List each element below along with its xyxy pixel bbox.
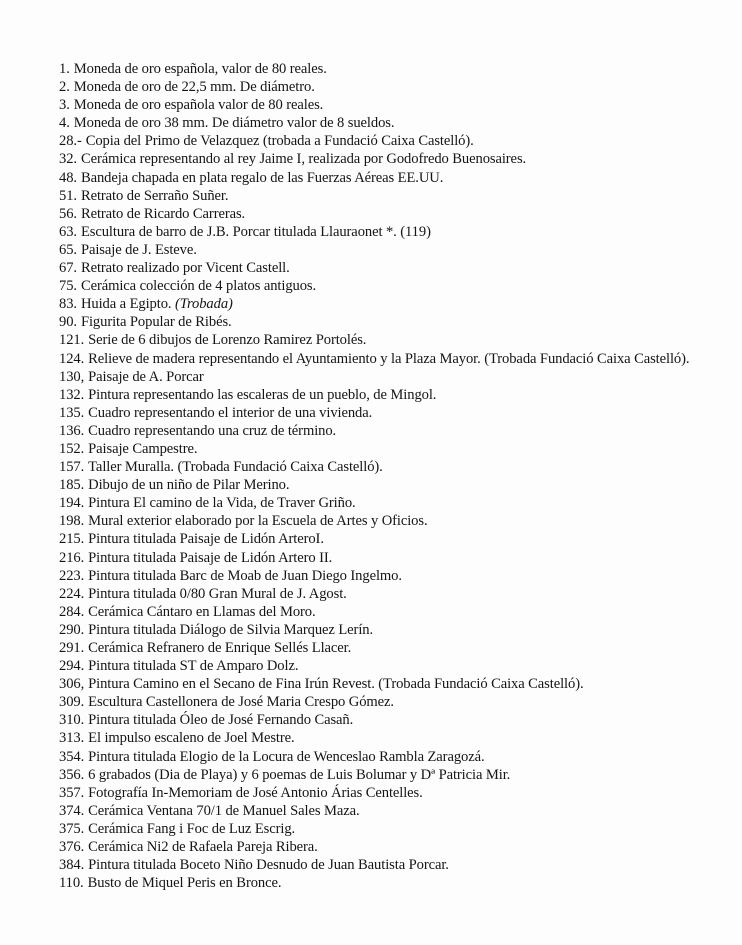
item-description: Pintura titulada Barc de Moab de Juan Diego Ingelmo.	[88, 567, 402, 584]
item-description: Serie de 6 dibujos de Lorenzo Ramirez Portolés.	[88, 332, 367, 349]
item-description: Pintura titulada Diálogo de Silvia Marquez Lerín.	[88, 621, 374, 638]
item-number: 2.	[59, 79, 70, 96]
item-description: Taller Muralla. (Trobada Fundació Caixa Castelló).	[88, 459, 383, 476]
item-description: Bandeja chapada en plata regalo de las Fuerzas Aéreas EE.UU.	[80, 169, 444, 186]
item-number: 75.	[59, 278, 77, 295]
item-description: Pintura titulada 0/80 Gran Mural de J. Agost.	[88, 585, 347, 602]
item-number: 110.	[59, 875, 84, 892]
item-description: Moneda de oro española, valor de 80 reales.	[73, 61, 327, 77]
list-item	[59, 350, 699, 368]
list-item	[59, 802, 699, 820]
list-item	[59, 223, 699, 241]
item-description: Paisaje Campestre.	[88, 440, 198, 457]
list-item	[59, 386, 699, 404]
item-number: 48.	[59, 169, 77, 186]
item-description: Cuadro representando el interior de una vivienda.	[88, 404, 373, 421]
item-number: 357.	[59, 784, 85, 801]
list-item	[59, 766, 699, 784]
item-description: Cerámica Ni2 de Rafaela Pareja Ribera.	[88, 839, 318, 856]
item-description: Paisaje de A. Porcar	[88, 368, 204, 385]
list-item	[59, 404, 699, 422]
list-item	[59, 205, 699, 223]
item-note: (Trobada)	[175, 296, 233, 313]
list-item	[59, 585, 699, 603]
list-item	[59, 693, 699, 711]
list-item	[59, 331, 699, 349]
item-description: Mural exterior elaborado por la Escuela de Artes y Oficios.	[88, 513, 428, 530]
list-item	[59, 169, 699, 187]
list-item	[59, 657, 699, 675]
item-description: Retrato realizado por Vicent Castell.	[80, 260, 290, 277]
item-number: 284.	[59, 603, 85, 620]
item-number: 294.	[59, 658, 85, 675]
item-number: 384.	[59, 857, 85, 874]
item-number: 56.	[59, 205, 77, 222]
list-item	[59, 512, 699, 530]
item-description: Pintura titulada Paisaje de Lidón ArteroI.	[88, 531, 324, 548]
item-number: 83.	[59, 296, 77, 313]
item-number: 157.	[59, 459, 85, 476]
item-number: 291.	[59, 640, 85, 656]
item-number: 4.	[59, 115, 70, 132]
item-description: Retrato de Ricardo Carreras.	[80, 205, 246, 222]
item-number: 310.	[59, 712, 85, 729]
item-description: Escultura Castellonera de José Maria Crespo Gómez.	[88, 694, 394, 711]
list-item	[59, 440, 699, 458]
list-item	[59, 784, 699, 802]
list-item	[59, 132, 699, 150]
item-number: 63.	[59, 223, 77, 240]
item-number: 374.	[59, 802, 85, 819]
item-description: Retrato de Serraño Suñer.	[80, 187, 229, 204]
item-number: 65.	[59, 241, 77, 258]
list-item	[59, 820, 699, 838]
item-number: 135.	[59, 404, 85, 421]
list-item	[59, 187, 699, 205]
list-item	[59, 96, 699, 114]
item-number: 309.	[59, 694, 85, 711]
item-description: Moneda de oro española valor de 80 reales.	[73, 97, 324, 114]
item-description: Cerámica Fang i Foc de Luz Escrig.	[88, 820, 296, 837]
list-item	[59, 368, 699, 386]
item-number: 121.	[59, 332, 85, 349]
item-description: Relieve de madera representando el Ayuntamiento y la Plaza Mayor. (Trobada Fundació Caixa Castelló).	[88, 350, 690, 367]
item-number: 152.	[59, 440, 85, 457]
item-description: Cerámica representando al rey Jaime I, realizada por Godofredo Buenosaires.	[80, 151, 527, 168]
item-description: Pintura titulada Óleo de José Fernando Casañ.	[88, 712, 354, 729]
item-description: Pintura titulada Elogio de la Locura de Wenceslao Rambla Zaragozá.	[88, 748, 485, 765]
list-item	[59, 494, 699, 512]
list-item	[59, 295, 699, 313]
item-description: Pintura titulada ST de Amparo Dolz.	[88, 658, 299, 675]
item-description: Fotografía In-Memoriam de José Antonio Árias Centelles.	[88, 784, 423, 801]
item-number: 313.	[59, 730, 85, 747]
item-number: 51.	[59, 187, 77, 204]
item-number: 290.	[59, 621, 85, 638]
item-description: Pintura Camino en el Secano de Fina Irún Revest. (Trobada Fundació Caixa Castelló).	[88, 676, 584, 693]
item-number: 356.	[59, 766, 85, 783]
list-item	[59, 567, 699, 585]
list-item	[59, 711, 699, 729]
item-number: 3.	[59, 97, 70, 114]
list-item	[59, 838, 699, 856]
list-item	[59, 856, 699, 874]
item-number: 216.	[59, 549, 85, 566]
item-number: 90.	[59, 314, 77, 331]
list-item	[59, 259, 699, 277]
item-description: Escultura de barro de J.B. Porcar titulada Llauraonet *. (119)	[80, 223, 431, 240]
item-number: 32.	[59, 151, 77, 168]
list-item	[59, 458, 699, 476]
item-description: Moneda de oro de 22,5 mm. De diámetro.	[73, 79, 315, 96]
item-number: 130,	[59, 368, 85, 385]
inventory-list	[59, 60, 699, 892]
item-number: 376.	[59, 839, 85, 856]
item-number: 224.	[59, 585, 85, 602]
item-number: 67.	[59, 260, 77, 277]
item-description: Cerámica Cántaro en Llamas del Moro.	[88, 603, 316, 620]
item-description: 6 grabados (Dia de Playa) y 6 poemas de Luis Bolumar y Dª Patricia Mir.	[88, 766, 511, 783]
item-description: Cerámica Ventana 70/1 de Manuel Sales Maza.	[88, 802, 360, 819]
item-description: Cerámica colección de 4 platos antiguos.	[80, 278, 317, 295]
item-number: 306,	[59, 676, 85, 693]
item-description: Pintura titulada Boceto Niño Desnudo de Juan Bautista Porcar.	[88, 857, 449, 874]
item-description: El impulso escaleno de Joel Mestre.	[88, 730, 295, 747]
list-item	[59, 530, 699, 548]
list-item	[59, 313, 699, 331]
item-description: Pintura El camino de la Vida, de Traver Griño.	[88, 495, 356, 512]
list-item	[59, 476, 699, 494]
item-description: Pintura representando las escaleras de un pueblo, de Mingol.	[88, 386, 437, 403]
item-description: Huida a Egipto.	[80, 296, 172, 313]
item-number: 375.	[59, 820, 85, 837]
item-number: 354.	[59, 748, 85, 765]
item-description: Cuadro representando una cruz de término.	[88, 422, 337, 439]
list-item	[59, 114, 699, 132]
list-item	[59, 150, 699, 168]
item-number: 215.	[59, 531, 85, 548]
item-number: 28.-	[59, 133, 82, 150]
list-item	[59, 60, 699, 78]
item-description: Figurita Popular de Ribés.	[80, 314, 232, 331]
list-item	[59, 621, 699, 639]
list-item	[59, 603, 699, 621]
list-item	[59, 639, 699, 657]
item-description: Cerámica Refranero de Enrique Sellés Llacer.	[88, 640, 352, 656]
item-description: Moneda de oro 38 mm. De diámetro valor de 8 sueldos.	[73, 115, 395, 132]
item-number: 198.	[59, 513, 85, 530]
list-item	[59, 748, 699, 766]
item-description: Copia del Primo de Velazquez (trobada a Fundació Caixa Castelló).	[85, 133, 474, 150]
list-item	[59, 675, 699, 693]
list-item	[59, 729, 699, 747]
item-number: 1.	[59, 61, 70, 77]
item-number: 223.	[59, 567, 85, 584]
item-description: Dibujo de un niño de Pilar Merino.	[88, 477, 290, 494]
item-description: Paisaje de J. Esteve.	[80, 241, 197, 258]
list-item	[59, 549, 699, 567]
item-number: 194.	[59, 495, 85, 512]
item-description: Busto de Miquel Peris en Bronce.	[87, 875, 282, 892]
list-item	[59, 277, 699, 295]
list-item	[59, 874, 699, 892]
item-number: 124.	[59, 350, 85, 367]
list-item	[59, 422, 699, 440]
list-item	[59, 78, 699, 96]
item-number: 132.	[59, 386, 85, 403]
item-number: 136.	[59, 422, 85, 439]
list-item	[59, 241, 699, 259]
item-number: 185.	[59, 477, 85, 494]
item-description: Pintura titulada Paisaje de Lidón Artero II.	[88, 549, 333, 566]
